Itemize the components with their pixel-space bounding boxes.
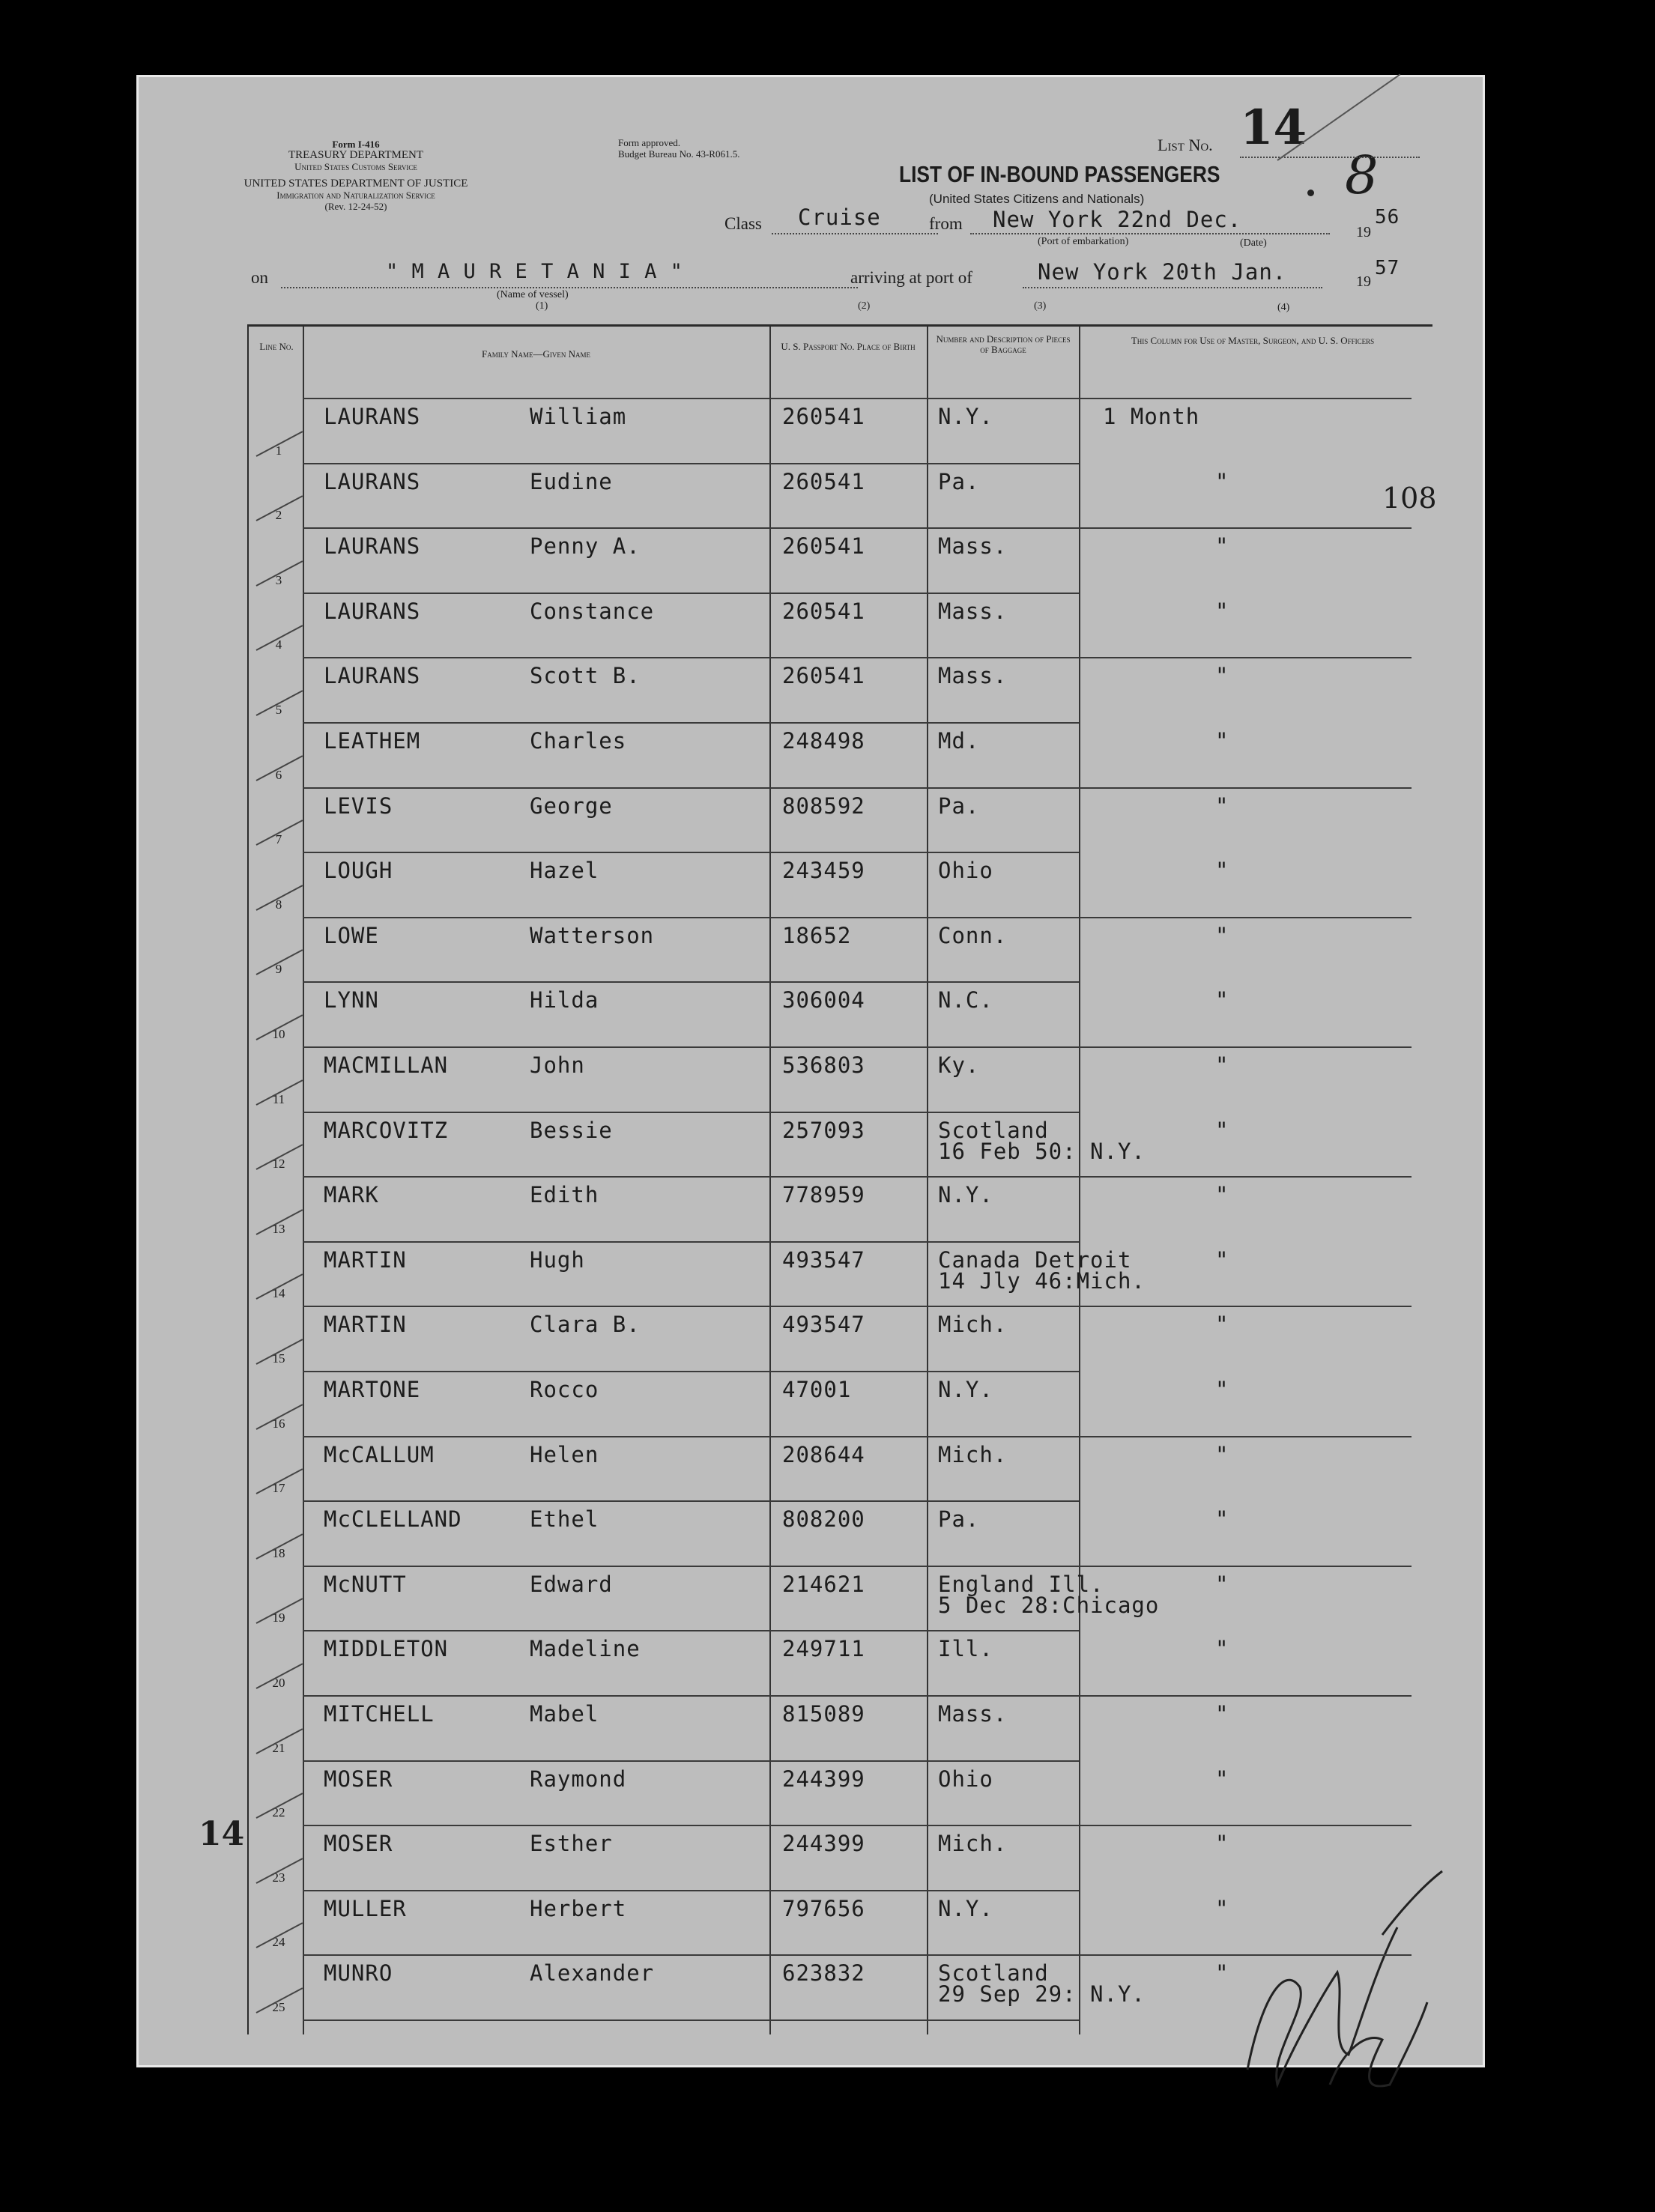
side-mark: 108 [1382,482,1437,515]
place-of-birth: Mass. [938,533,1008,560]
passport-number: 214621 [782,1571,865,1597]
form-title: LIST OF IN-BOUND PASSENGERS [899,161,1220,187]
table-row [249,1046,1432,1112]
family-name: LOUGH [324,858,393,884]
given-name: Mabel [530,1701,599,1727]
col-name: Family Name—Given Name [482,348,590,360]
place-of-birth: Ohio [938,858,993,884]
year2-prefix: 19 [1356,273,1371,290]
given-name: William [530,404,627,429]
passport-number: 260541 [782,468,865,494]
officer-note: " [1215,1117,1229,1143]
treasury-dept: TREASURY DEPARTMENT [288,149,424,161]
place-of-birth: Scotland [938,1117,1049,1143]
passport-number: 260541 [782,404,865,429]
line-number: 8 [275,897,282,912]
line-number: 1 [275,443,282,458]
from-underline [970,233,1330,234]
family-name: MARK [324,1182,379,1208]
place-of-birth: Conn. [938,922,1008,948]
list-number-label: List No. [1158,136,1213,154]
family-name: LEATHEM [324,728,421,754]
line-number: 7 [275,832,282,847]
place-of-birth: Md. [938,728,980,754]
passport-number: 248498 [782,728,865,754]
officer-note: " [1215,1636,1229,1662]
given-name: Hugh [530,1246,585,1273]
vessel-caption: (Name of vessel) [497,289,569,300]
class-value: Cruise [798,204,881,230]
table-row [249,1241,1432,1306]
form-number: Form I-416 [332,139,380,150]
date-caption: (Date) [1240,237,1267,249]
given-name: Rocco [530,1377,599,1402]
family-name: MACMILLAN [324,1052,449,1078]
col-ref-3: (3) [1034,300,1047,312]
officer-note: " [1215,533,1229,560]
given-name: Constance [530,598,655,624]
table-row [249,981,1432,1046]
place-of-birth: Pa. [938,793,980,819]
table-row [249,1890,1432,1955]
place-of-birth: Scotland [938,1960,1049,1987]
line-number: 16 [272,1416,285,1431]
arrival-underline [1023,287,1322,288]
revision-date: (Rev. 12-24-52) [324,201,387,212]
given-name: John [530,1052,585,1078]
passport-number: 493547 [782,1246,865,1273]
table-row [249,527,1432,593]
officer-note: " [1215,598,1229,624]
embarkation-value: New York 22nd Dec. [993,207,1242,232]
table-row [249,787,1432,852]
table-row [249,1436,1432,1501]
given-name: Helen [530,1441,599,1467]
line-number: 18 [272,1545,285,1560]
year1-value: 56 [1375,206,1400,228]
place-of-birth: Ill. [938,1636,993,1662]
officer-note: " [1215,1571,1229,1597]
line-number: 14 [272,1286,285,1301]
passport-number: 808592 [782,793,865,819]
line-number: 25 [272,1999,285,2014]
vessel-name: " M A U R E T A N I A " [386,260,683,283]
passport-number: 257093 [782,1117,865,1143]
given-name: Clara B. [530,1312,641,1338]
given-name: Esther [530,1831,613,1857]
officer-note: " [1215,1766,1229,1792]
place-of-birth: Pa. [938,1506,980,1533]
table-row [249,852,1432,917]
naturalization-note: 16 Feb 50: N.Y. [938,1138,1146,1164]
col-passport: U. S. Passport No. Place of Birth [781,341,916,352]
from-label: from [929,214,963,233]
family-name: LYNN [324,987,379,1013]
list-number-note: 8 [1345,145,1379,206]
table-row [249,1112,1432,1177]
place-of-birth: N.Y. [938,1895,993,1921]
given-name: Ethel [530,1506,599,1533]
officer-note: " [1215,1052,1229,1078]
given-name: Raymond [530,1766,627,1792]
passport-number: 260541 [782,598,865,624]
place-of-birth: Mich. [938,1312,1008,1338]
given-name: Madeline [530,1636,641,1662]
line-number: 10 [272,1026,285,1041]
col-ref-2: (2) [858,300,871,312]
place-of-birth: N.Y. [938,1182,993,1208]
given-name: Charles [530,728,627,754]
passport-number: 623832 [782,1960,865,1987]
table-row [249,1825,1432,1890]
given-name: Watterson [530,922,655,948]
passport-number: 306004 [782,987,865,1013]
family-name: MOSER [324,1766,393,1792]
officer-note: 1 Month [1103,404,1200,429]
place-of-birth: Mass. [938,663,1008,689]
class-label: Class [724,214,762,233]
given-name: Hilda [530,987,599,1013]
officer-note: " [1215,1246,1229,1273]
officer-note: " [1215,1506,1229,1533]
table-row [249,1176,1432,1241]
family-name: MARTIN [324,1312,407,1338]
given-name: Bessie [530,1117,613,1143]
given-name: Herbert [530,1895,627,1921]
passport-number: 208644 [782,1441,865,1467]
port-caption: (Port of embarkation) [1038,236,1129,247]
line-number: 22 [272,1805,285,1820]
given-name: George [530,793,613,819]
line-number: 4 [275,637,282,652]
table-row [249,1630,1432,1695]
officer-note: " [1215,987,1229,1013]
family-name: McCLELLAND [324,1506,462,1533]
table-row [249,1371,1432,1436]
line-number: 20 [272,1675,285,1690]
place-of-birth: N.Y. [938,404,993,429]
list-number-underline [1240,157,1420,158]
passport-number: 493547 [782,1312,865,1338]
family-name: LAURANS [324,404,421,429]
ins-service: Immigration and Naturalization Service [276,190,435,201]
officer-note: " [1215,922,1229,948]
family-name: MITCHELL [324,1701,435,1727]
given-name: Eudine [530,468,613,494]
family-name: MARCOVITZ [324,1117,449,1143]
passport-number: 244399 [782,1766,865,1792]
list-number-value: 14 [1240,100,1307,156]
line-number: 15 [272,1351,285,1366]
year1-prefix: 19 [1356,224,1371,240]
place-of-birth: Pa. [938,468,980,494]
officer-note: " [1215,663,1229,689]
passenger-table [247,324,1432,2034]
officer-note: " [1215,728,1229,754]
on-label: on [251,268,268,287]
table-row [249,1760,1432,1825]
given-name: Penny A. [530,533,641,560]
family-name: MARTONE [324,1377,421,1402]
table-row [249,593,1432,658]
year2-value: 57 [1375,257,1400,279]
col-ref-1: (1) [536,300,548,312]
officer-note: " [1215,1312,1229,1338]
line-number: 12 [272,1157,285,1172]
department-block [243,139,468,212]
officer-note: " [1215,793,1229,819]
family-name: MIDDLETON [324,1636,449,1662]
class-underline [772,233,938,234]
line-number: 19 [272,1610,285,1625]
passport-number: 778959 [782,1182,865,1208]
passport-number: 808200 [782,1506,865,1533]
given-name: Edward [530,1571,613,1597]
passport-number: 536803 [782,1052,865,1078]
table-row [249,1566,1432,1631]
customs-service: United States Customs Service [294,161,417,172]
place-of-birth: Mich. [938,1831,1008,1857]
naturalization-note: 5 Dec 28:Chicago [938,1592,1160,1618]
officer-note: " [1215,1831,1229,1857]
officer-note: " [1215,1895,1229,1921]
approval-block [618,137,739,160]
officer-note: " [1215,468,1229,494]
justice-dept: UNITED STATES DEPARTMENT OF JUSTICE [243,178,468,190]
col-line-no: Line No. [259,341,294,352]
given-name: Alexander [530,1960,655,1987]
passport-number: 815089 [782,1701,865,1727]
place-of-birth: Ohio [938,1766,993,1792]
passport-number: 47001 [782,1377,852,1402]
arriving-label: arriving at port of [850,268,972,287]
line-number: 5 [275,702,282,717]
table-row [249,1954,1432,2019]
place-of-birth: N.C. [938,987,993,1013]
naturalization-note: 29 Sep 29: N.Y. [938,1981,1146,2008]
line-number: 21 [272,1740,285,1755]
manifest-sheet [136,75,1485,2067]
col-officers: This Column for Use of Master, Surgeon, and U. S. Officers [1131,335,1375,346]
table-row [249,398,1432,463]
officer-note: " [1215,1377,1229,1402]
officer-note: " [1215,1182,1229,1208]
line-number: 23 [272,1870,285,1885]
place-of-birth: Ky. [938,1052,980,1078]
officer-note: " [1215,1701,1229,1727]
col-baggage: Number and Description of Pieces of Baggage [936,333,1071,355]
officer-note: " [1215,1441,1229,1467]
given-name: Scott B. [530,663,641,689]
form-approved: Form approved. [618,137,681,148]
passport-number: 18652 [782,922,852,948]
table-row [249,1695,1432,1760]
line-number: 6 [275,767,282,782]
line-number: 9 [275,962,282,977]
table-row [249,463,1432,528]
vessel-underline [281,287,858,288]
line-number: 2 [275,508,282,523]
table-row [249,657,1432,722]
place-of-birth: Canada Detroit [938,1246,1132,1273]
place-of-birth: Mich. [938,1441,1008,1467]
given-name: Hazel [530,858,599,884]
line-number: 24 [272,1935,285,1950]
table-row [249,1306,1432,1371]
line-number: 11 [272,1091,285,1106]
family-name: MULLER [324,1895,407,1921]
table-row [249,722,1432,787]
place-of-birth: N.Y. [938,1377,993,1402]
officer-note: " [1215,858,1229,884]
arrival-value: New York 20th Jan. [1038,259,1287,285]
passport-number: 249711 [782,1636,865,1662]
col-ref-4: (4) [1277,302,1290,313]
margin-mark: 14 [199,1815,245,1853]
line-number: 13 [272,1221,285,1236]
passport-number: 797656 [782,1895,865,1921]
line-number: 3 [275,572,282,587]
family-name: McNUTT [324,1571,407,1597]
family-name: LAURANS [324,663,421,689]
family-name: LEVIS [324,793,393,819]
officer-note: " [1215,1960,1229,1987]
place-of-birth: England Ill. [938,1571,1104,1597]
table-row [249,917,1432,982]
passport-number: 243459 [782,858,865,884]
naturalization-note: 14 Jly 46:Mich. [938,1267,1146,1294]
line-number: 17 [272,1481,285,1496]
passport-number: 260541 [782,663,865,689]
passport-number: 260541 [782,533,865,560]
family-name: MUNRO [324,1960,393,1987]
given-name: Edith [530,1182,599,1208]
passport-number: 244399 [782,1831,865,1857]
place-of-birth: Mass. [938,598,1008,624]
budget-bureau: Budget Bureau No. 43-R061.5. [618,148,740,160]
form-subtitle: (United States Citizens and Nationals) [929,192,1145,206]
family-name: LAURANS [324,598,421,624]
family-name: MARTIN [324,1246,407,1273]
title-dot [1307,190,1314,196]
family-name: LAURANS [324,533,421,560]
family-name: LOWE [324,922,379,948]
family-name: McCALLUM [324,1441,435,1467]
place-of-birth: Mass. [938,1701,1008,1727]
family-name: MOSER [324,1831,393,1857]
table-row [249,1500,1432,1566]
family-name: LAURANS [324,468,421,494]
